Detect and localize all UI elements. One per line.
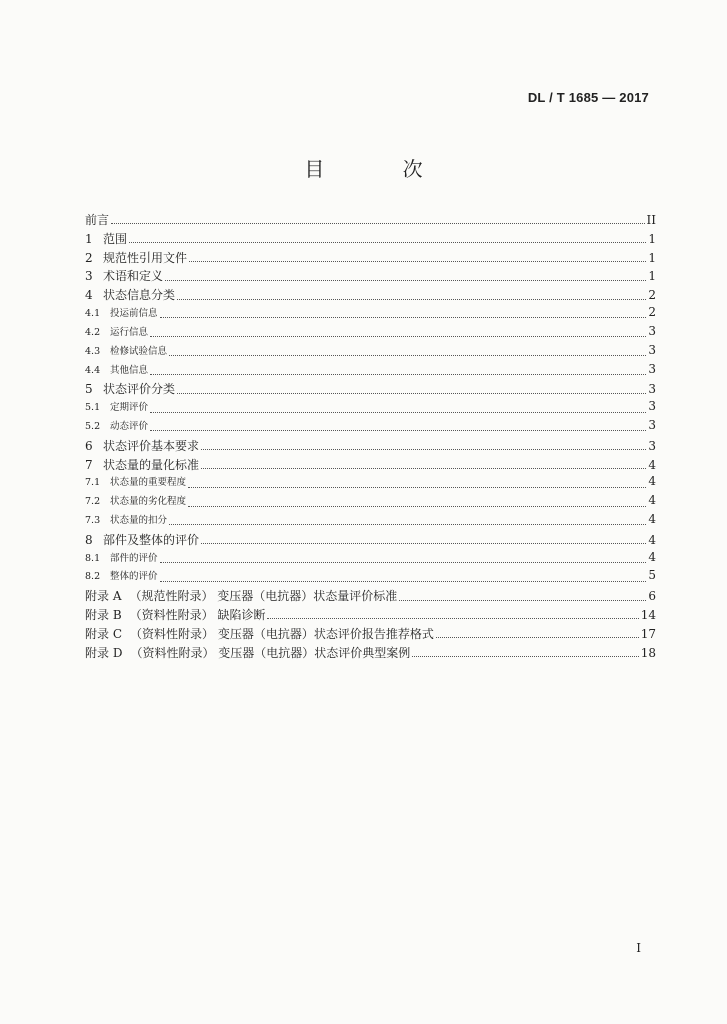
- toc-entry[interactable]: [85, 230, 656, 249]
- toc-leader-dots: [160, 316, 646, 318]
- toc-leader-dots: [188, 486, 646, 488]
- toc-entry-page: 3: [648, 342, 656, 357]
- toc-leader-dots: [201, 467, 646, 469]
- toc-leader-dots: [150, 429, 646, 431]
- toc-entry-number: 4: [85, 288, 93, 303]
- toc-entry-number: 8: [85, 532, 93, 547]
- toc-entry-title: （资料性附录） 缺陷诊断: [129, 608, 266, 623]
- toc-entry[interactable]: [85, 343, 656, 362]
- toc-entry-page: 1: [648, 250, 656, 265]
- toc-entry-page: 4: [648, 457, 656, 472]
- toc-entry-title: （资料性附录） 变压器（电抗器）状态评价报告推荐格式: [130, 626, 434, 641]
- toc-entry[interactable]: [85, 606, 656, 625]
- toc-entry-title: 范围: [103, 231, 128, 246]
- toc-leader-dots: [160, 561, 646, 563]
- toc-entry-number: 附录 A: [85, 589, 122, 604]
- toc-entry[interactable]: [85, 211, 656, 230]
- toc-leader-dots: [189, 260, 646, 262]
- toc-entry[interactable]: [85, 249, 656, 268]
- toc-entry-page: 6: [648, 589, 656, 604]
- toc-entry[interactable]: [85, 456, 656, 475]
- toc-entry-page: 3: [648, 438, 656, 453]
- toc-leader-dots: [436, 636, 639, 638]
- toc-entry-title: 投运前信息: [110, 308, 158, 320]
- toc-leader-dots: [111, 222, 645, 224]
- toc-entry-number: 8.1: [85, 552, 101, 564]
- toc-leader-dots: [150, 411, 646, 413]
- toc-entry-title: 状态评价基本要求: [103, 438, 200, 453]
- toc-entry-number: 4.1: [85, 308, 101, 320]
- toc-entry-number: 6: [85, 438, 93, 453]
- table-of-contents: [85, 211, 656, 663]
- toc-entry-title: 运行信息: [110, 326, 149, 338]
- toc-entry-title: 术语和定义: [103, 269, 164, 284]
- toc-entry-title: 状态评价分类: [103, 382, 176, 397]
- toc-entry-page: 14: [640, 608, 656, 623]
- toc-entry-title: 前言: [85, 213, 110, 227]
- toc-entry-title: 状态量的重要程度: [110, 477, 187, 489]
- toc-entry-page: 1: [648, 269, 656, 284]
- toc-entry-title: 定期评价: [110, 402, 149, 414]
- toc-entry-page: 3: [648, 417, 656, 432]
- toc-entry[interactable]: [85, 362, 656, 381]
- toc-entry[interactable]: [85, 418, 656, 437]
- toc-entry[interactable]: [85, 493, 656, 512]
- toc-leader-dots: [177, 392, 646, 394]
- toc-entry-page: 4: [648, 512, 656, 526]
- toc-entry-number: 4.4: [85, 364, 101, 376]
- toc-entry-page: 3: [648, 399, 656, 414]
- toc-entry-page: 1: [648, 231, 656, 246]
- toc-leader-dots: [188, 505, 646, 507]
- toc-entry[interactable]: [85, 437, 656, 456]
- toc-entry-number: 5.2: [85, 420, 101, 432]
- toc-entry[interactable]: [85, 625, 656, 644]
- toc-entry-number: 7.3: [85, 515, 101, 526]
- toc-entry-title: 其他信息: [110, 364, 149, 376]
- toc-entry-number: 8.2: [85, 571, 101, 583]
- toc-entry[interactable]: [85, 399, 656, 418]
- document-id: DL / T 1685 — 2017: [527, 90, 649, 105]
- toc-entry-number: 5: [85, 382, 93, 397]
- toc-entry-title: 状态量的扣分: [110, 515, 168, 526]
- toc-entry-title: 状态量的劣化程度: [110, 496, 187, 508]
- toc-entry-title: 部件及整体的评价: [103, 532, 200, 547]
- toc-entry-title: 状态信息分类: [103, 288, 176, 303]
- toc-leader-dots: [201, 448, 646, 450]
- toc-entry-page: 3: [648, 382, 656, 397]
- toc-entry-title: 状态量的量化标准: [103, 457, 200, 472]
- toc-leader-dots: [169, 354, 646, 356]
- toc-entry-page: 4: [648, 549, 656, 564]
- toc-entry-page: 4: [648, 474, 656, 489]
- toc-entry-page: 2: [648, 288, 656, 303]
- toc-entry[interactable]: [85, 512, 656, 531]
- toc-leader-dots: [399, 599, 646, 601]
- toc-entry-title: 动态评价: [110, 420, 149, 432]
- toc-entry-number: 附录 B: [85, 608, 122, 623]
- toc-leader-dots: [412, 655, 638, 657]
- toc-entry-page: 4: [648, 532, 656, 547]
- toc-entry-number: 1: [85, 231, 93, 246]
- toc-entry-title: 规范性引用文件: [103, 250, 188, 265]
- toc-entry-number: 7.1: [85, 477, 101, 489]
- toc-entry-number: 5.1: [85, 402, 101, 414]
- toc-entry-title: 整体的评价: [110, 571, 158, 583]
- toc-entry-page: 3: [648, 323, 656, 338]
- toc-entry-number: 4.3: [85, 345, 101, 357]
- toc-entry-page: 2: [648, 305, 656, 320]
- toc-entry[interactable]: [85, 286, 656, 305]
- toc-entry-number: 3: [85, 269, 93, 284]
- toc-entry-page: 18: [640, 645, 656, 660]
- toc-entry-title: （规范性附录） 变压器（电抗器）状态量评价标准: [129, 589, 398, 604]
- toc-entry-page: 17: [640, 626, 656, 641]
- toc-entry[interactable]: [85, 267, 656, 286]
- toc-entry-page: 5: [648, 568, 656, 583]
- toc-leader-dots: [129, 241, 646, 243]
- toc-entry-page: 3: [648, 361, 656, 376]
- toc-entry-number: 7.2: [85, 496, 101, 508]
- toc-leader-dots: [267, 617, 638, 619]
- toc-entry-number: 附录 C: [85, 626, 122, 641]
- toc-entry[interactable]: [85, 644, 656, 663]
- page-title: 目 次: [304, 157, 459, 181]
- toc-entry[interactable]: [85, 587, 656, 606]
- toc-leader-dots: [150, 373, 646, 375]
- toc-entry[interactable]: [85, 531, 656, 550]
- toc-entry[interactable]: [85, 550, 656, 569]
- toc-entry[interactable]: [85, 568, 656, 587]
- toc-entry[interactable]: [85, 305, 656, 324]
- toc-entry-number: 7: [85, 457, 93, 472]
- toc-entry[interactable]: [85, 380, 656, 399]
- toc-leader-dots: [169, 523, 646, 525]
- toc-leader-dots: [165, 279, 646, 281]
- toc-entry-number: 附录 D: [85, 645, 123, 660]
- page-number: I: [636, 941, 641, 955]
- toc-entry-title: （资料性附录） 变压器（电抗器）状态评价典型案例: [130, 645, 411, 660]
- toc-entry-page: II: [646, 213, 656, 227]
- toc-entry-page: 4: [648, 493, 656, 508]
- toc-entry-title: 检修试验信息: [110, 345, 168, 357]
- toc-entry[interactable]: [85, 474, 656, 493]
- toc-entry-title: 部件的评价: [110, 552, 158, 564]
- toc-entry-number: 2: [85, 250, 93, 265]
- toc-entry-number: 4.2: [85, 326, 101, 338]
- toc-leader-dots: [160, 580, 646, 582]
- toc-leader-dots: [201, 542, 646, 544]
- toc-entry[interactable]: [85, 324, 656, 343]
- toc-leader-dots: [150, 335, 646, 337]
- toc-leader-dots: [177, 298, 646, 300]
